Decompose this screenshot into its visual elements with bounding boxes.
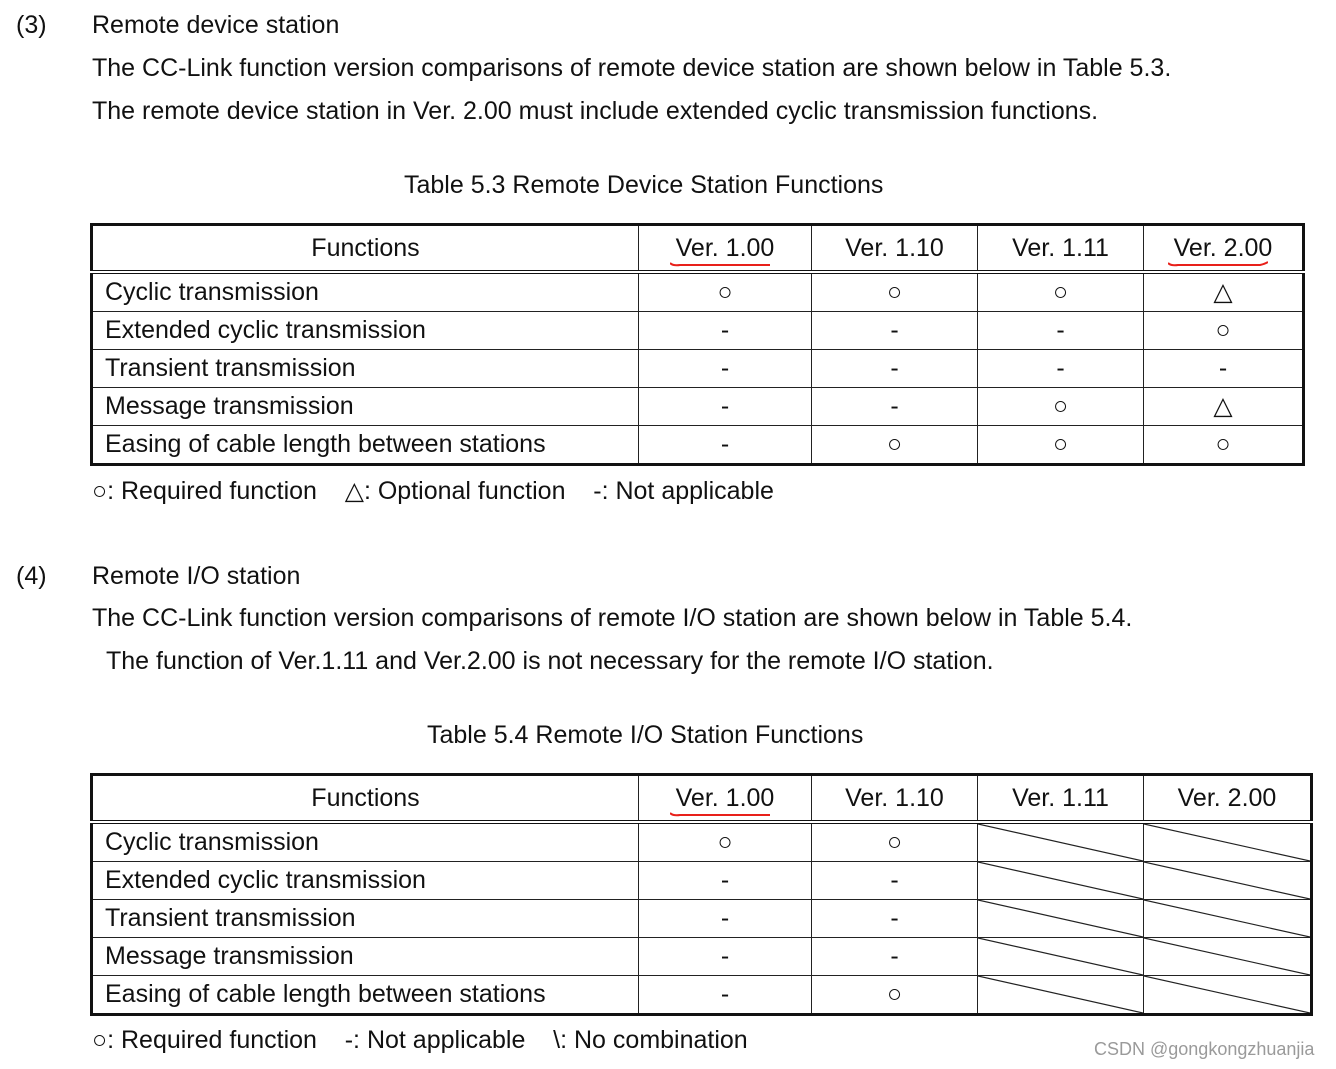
table-row: [92, 862, 1312, 900]
column-header: Ver. 1.00: [639, 775, 812, 823]
table-caption: Table 5.4 Remote I/O Station Functions: [427, 721, 864, 749]
table-row: [92, 350, 1304, 388]
table-row: [92, 272, 1304, 312]
table-caption: Table 5.3 Remote Device Station Functions: [404, 171, 884, 199]
red-underline-annotation: [1168, 261, 1268, 267]
remote-device-station-table: [90, 223, 1305, 466]
cell-value: △: [1144, 388, 1304, 426]
cell-value: -: [812, 388, 978, 426]
table-legend: ○: Required function △: Optional function -: Not applicable: [92, 477, 774, 505]
section-number: (4): [16, 562, 47, 590]
cell-value: -: [978, 350, 1144, 388]
red-underline-annotation: [670, 811, 770, 817]
function-name: Easing of cable length between stations: [92, 426, 639, 465]
cell-value: -: [812, 900, 978, 938]
column-header: Ver. 1.11: [978, 225, 1144, 273]
column-header: Ver. 1.10: [812, 225, 978, 273]
function-name: Transient transmission: [92, 900, 639, 938]
function-name: Message transmission: [92, 388, 639, 426]
cell-value: ○: [978, 272, 1144, 312]
no-combination-cell: [978, 900, 1144, 938]
red-underline-annotation: [670, 261, 770, 267]
paragraph: The CC-Link function version comparisons of remote device station are shown below in Table 5.3.: [92, 54, 1172, 82]
function-name: Extended cyclic transmission: [92, 862, 639, 900]
paragraph: The remote device station in Ver. 2.00 must include extended cyclic transmission functions.: [92, 97, 1099, 125]
no-combination-cell: [978, 976, 1144, 1015]
cell-value: -: [639, 938, 812, 976]
cell-value: -: [639, 862, 812, 900]
no-combination-cell: [1144, 938, 1312, 976]
cell-value: -: [639, 350, 812, 388]
cell-value: ○: [812, 822, 978, 862]
function-name: Message transmission: [92, 938, 639, 976]
column-header: Ver. 2.00: [1144, 225, 1304, 273]
function-name: Cyclic transmission: [92, 822, 639, 862]
cell-value: -: [639, 426, 812, 465]
column-header: Ver. 1.10: [812, 775, 978, 823]
table-header-row: [92, 775, 1312, 823]
function-name: Transient transmission: [92, 350, 639, 388]
cell-value: ○: [1144, 312, 1304, 350]
cell-value: ○: [812, 976, 978, 1015]
table-row: [92, 900, 1312, 938]
function-name: Cyclic transmission: [92, 272, 639, 312]
no-combination-cell: [1144, 976, 1312, 1015]
cell-value: -: [639, 976, 812, 1015]
cell-value: -: [812, 312, 978, 350]
cell-value: ○: [812, 426, 978, 465]
cell-value: -: [1144, 350, 1304, 388]
no-combination-cell: [978, 862, 1144, 900]
paragraph: The CC-Link function version comparisons of remote I/O station are shown below in Table 5.4.: [92, 604, 1133, 632]
table-row: [92, 388, 1304, 426]
table-row: [92, 822, 1312, 862]
watermark: CSDN @gongkongzhuanjia: [1094, 1039, 1315, 1059]
cell-value: -: [978, 312, 1144, 350]
column-header: Functions: [92, 225, 639, 273]
column-header: Ver. 1.00: [639, 225, 812, 273]
no-combination-cell: [978, 938, 1144, 976]
cell-value: ○: [639, 822, 812, 862]
section-number: (3): [16, 11, 47, 39]
cell-value: ○: [812, 272, 978, 312]
function-name: Extended cyclic transmission: [92, 312, 639, 350]
cell-value: ○: [1144, 426, 1304, 465]
no-combination-cell: [978, 822, 1144, 862]
cell-value: ○: [639, 272, 812, 312]
cell-value: -: [812, 862, 978, 900]
table-row: [92, 938, 1312, 976]
table-legend: ○: Required function -: Not applicable \: No combination: [92, 1026, 748, 1054]
no-combination-cell: [1144, 900, 1312, 938]
function-name: Easing of cable length between stations: [92, 976, 639, 1015]
table-row: [92, 312, 1304, 350]
table-row: [92, 976, 1312, 1015]
no-combination-cell: [1144, 862, 1312, 900]
remote-io-station-table: [90, 773, 1313, 1016]
cell-value: -: [639, 312, 812, 350]
cell-value: ○: [978, 426, 1144, 465]
column-header: Ver. 2.00: [1144, 775, 1312, 823]
no-combination-cell: [1144, 822, 1312, 862]
cell-value: -: [812, 938, 978, 976]
cell-value: -: [812, 350, 978, 388]
table-row: [92, 426, 1304, 465]
table-header-row: [92, 225, 1304, 273]
column-header: Ver. 1.11: [978, 775, 1144, 823]
column-header: Functions: [92, 775, 639, 823]
paragraph: The function of Ver.1.11 and Ver.2.00 is not necessary for the remote I/O station.: [106, 647, 994, 675]
cell-value: △: [1144, 272, 1304, 312]
cell-value: -: [639, 900, 812, 938]
section-heading: Remote device station: [92, 11, 340, 39]
cell-value: -: [639, 388, 812, 426]
cell-value: ○: [978, 388, 1144, 426]
section-heading: Remote I/O station: [92, 562, 301, 590]
